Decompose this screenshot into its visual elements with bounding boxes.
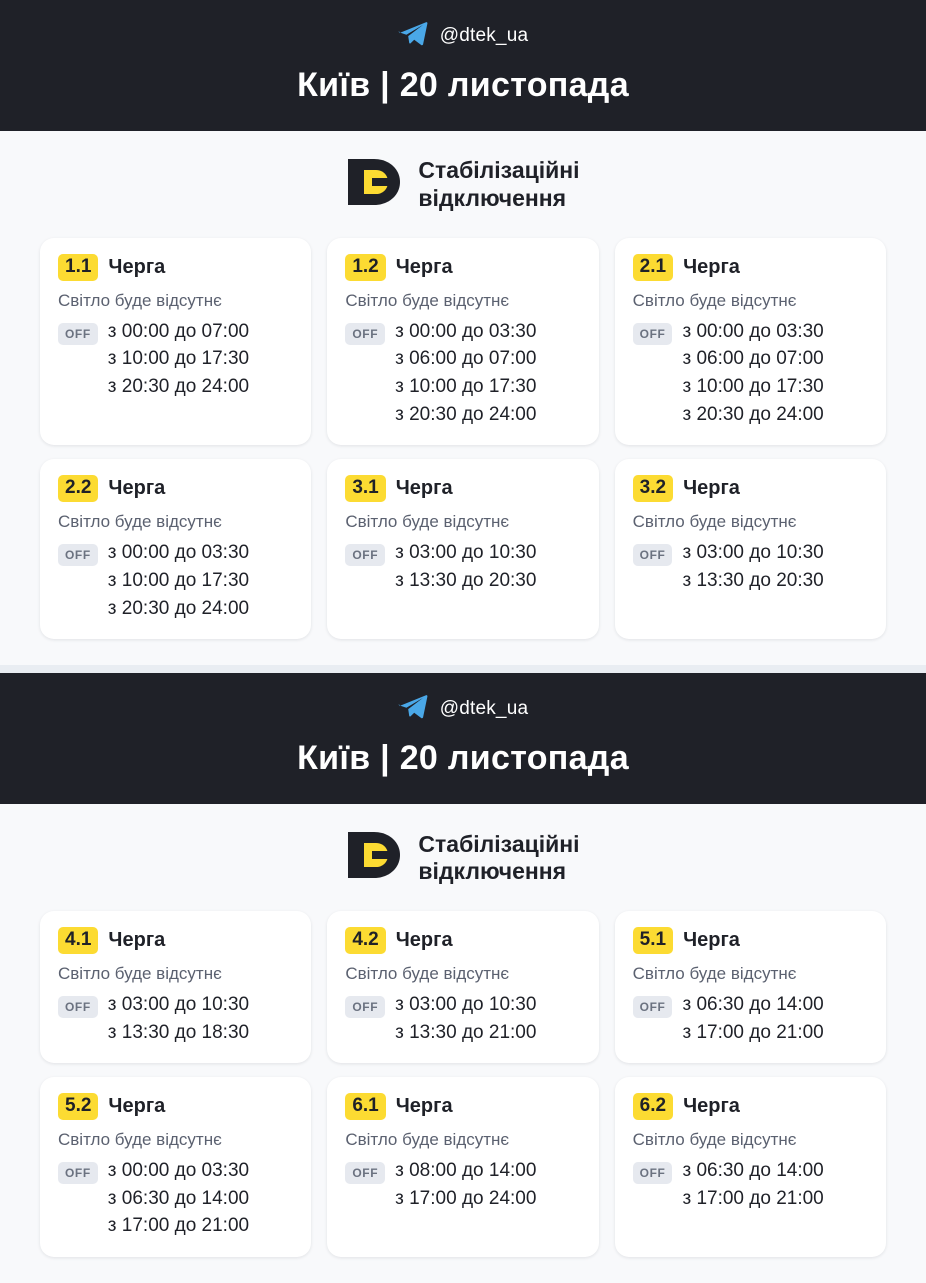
queue-label: Черга	[108, 1095, 166, 1118]
slot: з 06:30 до 14:00	[682, 1160, 824, 1182]
queue-label: Черга	[683, 477, 740, 500]
queue-note: Світло буде відсутнє	[632, 512, 797, 532]
queue-header	[345, 927, 580, 954]
queue-slots	[58, 992, 293, 1045]
queue-label: Черга	[395, 1095, 453, 1118]
slot: з 00:00 до 03:30	[682, 320, 824, 342]
queue-card	[40, 911, 311, 1063]
slot: з 00:00 до 03:30	[107, 542, 250, 564]
card-header	[0, 0, 926, 131]
queue-header	[633, 475, 868, 502]
slot: з 06:00 до 07:00	[395, 348, 537, 370]
queue-header	[345, 254, 580, 281]
queue-slots	[633, 319, 868, 428]
queue-card	[615, 459, 886, 639]
queue-label: Черга	[108, 255, 166, 278]
slot: з 10:00 до 17:30	[682, 376, 824, 398]
queue-label: Черга	[395, 255, 453, 278]
slot: з 03:00 до 10:30	[682, 542, 824, 564]
slot-list	[682, 540, 823, 593]
queue-label: Черга	[683, 929, 740, 952]
slot: з 13:30 до 20:30	[682, 569, 824, 591]
queue-badge: 2.2	[58, 475, 98, 502]
queue-note: Світло буде відсутнє	[345, 964, 510, 984]
slot: з 20:30 до 24:00	[107, 597, 250, 619]
slot: з 20:30 до 24:00	[395, 403, 537, 425]
status-badge: OFF	[345, 323, 385, 345]
queue-header	[58, 927, 293, 954]
slot: з 00:00 до 03:30	[107, 1160, 250, 1182]
queue-card	[615, 1077, 886, 1257]
status-badge: OFF	[633, 323, 673, 345]
slot: з 17:00 до 21:00	[107, 1215, 250, 1237]
queue-label: Черга	[395, 477, 453, 500]
slot: з 03:00 до 10:30	[395, 994, 537, 1016]
slot: з 06:30 до 14:00	[682, 994, 824, 1016]
queue-slots	[345, 540, 580, 593]
telegram-icon	[398, 694, 428, 725]
slot: з 00:00 до 03:30	[395, 320, 537, 342]
queue-note: Світло буде відсутнє	[58, 512, 222, 532]
queue-header	[345, 1093, 580, 1120]
slot-list	[682, 319, 823, 428]
queue-card	[327, 238, 598, 445]
slot-list	[395, 1158, 536, 1211]
queue-note: Світло буде відсутнє	[345, 1130, 510, 1150]
slot: з 13:30 до 20:30	[395, 569, 537, 591]
queue-header	[58, 254, 293, 281]
slot: з 13:30 до 18:30	[107, 1021, 250, 1043]
queue-slots	[633, 540, 868, 593]
slot: з 10:00 до 17:30	[107, 348, 250, 370]
queue-card	[327, 1077, 598, 1257]
slot: з 06:30 до 14:00	[107, 1187, 250, 1209]
status-badge: OFF	[58, 323, 98, 345]
queue-slots	[58, 1158, 293, 1239]
queue-badge: 2.1	[633, 254, 673, 281]
dtek-logo-icon	[346, 157, 402, 212]
slot: з 20:30 до 24:00	[107, 376, 250, 398]
queue-note: Світло буде відсутнє	[58, 1130, 222, 1150]
status-badge: OFF	[345, 544, 385, 566]
queue-badge: 6.2	[633, 1093, 673, 1120]
queue-header	[58, 475, 293, 502]
queue-label: Черга	[108, 929, 166, 952]
queue-note: Світло буде відсутнє	[345, 512, 510, 532]
channel-handle-row	[0, 691, 926, 727]
brand-line-1: Стабілізаційні	[418, 830, 580, 857]
queue-header	[633, 927, 868, 954]
queue-badge: 4.2	[345, 927, 385, 954]
telegram-icon	[398, 21, 428, 52]
slot: з 10:00 до 17:30	[107, 569, 250, 591]
queue-badge: 3.1	[345, 475, 385, 502]
queue-badge: 4.1	[58, 927, 98, 954]
queue-note: Світло буде відсутнє	[632, 964, 797, 984]
queue-badge: 5.1	[633, 927, 673, 954]
queue-grid	[0, 228, 926, 665]
slot: з 17:00 до 24:00	[395, 1187, 537, 1209]
brand-row	[0, 131, 926, 228]
schedule-card	[0, 673, 926, 1283]
brand-line-2: відключення	[418, 184, 567, 211]
queue-badge: 6.1	[345, 1093, 385, 1120]
queue-label: Черга	[683, 255, 740, 278]
queue-badge: 5.2	[58, 1093, 98, 1120]
brand-text	[418, 831, 579, 885]
slot: з 06:00 до 07:00	[682, 348, 824, 370]
slot: з 03:00 до 10:30	[107, 994, 250, 1016]
slot-list	[108, 319, 249, 400]
slot: з 13:30 до 21:00	[395, 1021, 537, 1043]
status-badge: OFF	[58, 1162, 98, 1184]
queue-card	[40, 238, 311, 445]
channel-handle: @dtek_ua	[439, 698, 529, 720]
queue-card	[615, 238, 886, 445]
queue-slots	[58, 319, 293, 400]
queue-slots	[633, 1158, 868, 1211]
queue-note: Світло буде відсутнє	[632, 1130, 797, 1150]
channel-handle-row	[0, 18, 926, 54]
status-badge: OFF	[633, 1162, 673, 1184]
status-badge: OFF	[58, 544, 98, 566]
queue-label: Черга	[395, 929, 453, 952]
slot-list	[108, 1158, 249, 1239]
queue-label: Черга	[108, 477, 166, 500]
slot-list	[682, 1158, 823, 1211]
brand-line-2: відключення	[418, 857, 567, 884]
slot: з 00:00 до 07:00	[107, 320, 250, 342]
slot: з 08:00 до 14:00	[395, 1160, 537, 1182]
queue-header	[345, 475, 580, 502]
queue-card	[40, 459, 311, 639]
slot: з 17:00 до 21:00	[682, 1187, 824, 1209]
slot: з 17:00 до 21:00	[682, 1021, 824, 1043]
queue-badge: 1.2	[345, 254, 385, 281]
slot-list	[395, 319, 536, 428]
brand-line-1: Стабілізаційні	[418, 157, 580, 184]
queue-slots	[345, 1158, 580, 1211]
queue-badge: 3.2	[633, 475, 673, 502]
status-badge: OFF	[345, 996, 385, 1018]
slot-list	[108, 992, 249, 1045]
brand-text	[418, 157, 579, 211]
brand-row	[0, 804, 926, 901]
queue-slots	[633, 992, 868, 1045]
queue-card	[327, 911, 598, 1063]
queue-card	[327, 459, 598, 639]
queue-note: Світло буде відсутнє	[58, 964, 222, 984]
status-badge: OFF	[633, 544, 673, 566]
queue-slots	[345, 992, 580, 1045]
slot: з 03:00 до 10:30	[395, 542, 537, 564]
queue-card	[40, 1077, 311, 1257]
page-title: Київ | 20 листопада	[297, 739, 629, 778]
status-badge: OFF	[633, 996, 673, 1018]
queue-card	[615, 911, 886, 1063]
queue-grid	[0, 901, 926, 1283]
queue-header	[58, 1093, 293, 1120]
channel-handle: @dtek_ua	[439, 25, 529, 46]
status-badge: OFF	[345, 1162, 385, 1184]
status-badge: OFF	[58, 996, 98, 1018]
queue-header	[633, 1093, 868, 1120]
slot: з 20:30 до 24:00	[682, 403, 824, 425]
queue-note: Світло буде відсутнє	[58, 290, 222, 310]
queue-header	[633, 254, 868, 281]
queue-slots	[58, 540, 293, 621]
dtek-logo-icon	[346, 830, 402, 885]
queue-note: Світло буде відсутнє	[632, 290, 797, 310]
slot-list	[395, 992, 536, 1045]
page-title: Київ | 20 листопада	[297, 66, 629, 104]
queue-slots	[345, 319, 580, 428]
queue-badge: 1.1	[58, 254, 98, 281]
card-header	[0, 673, 926, 804]
slot-list	[395, 540, 536, 593]
queue-label: Черга	[683, 1095, 740, 1118]
slot-list	[682, 992, 823, 1045]
queue-note: Світло буде відсутнє	[345, 290, 510, 310]
slot: з 10:00 до 17:30	[395, 376, 537, 398]
slot-list	[108, 540, 249, 621]
